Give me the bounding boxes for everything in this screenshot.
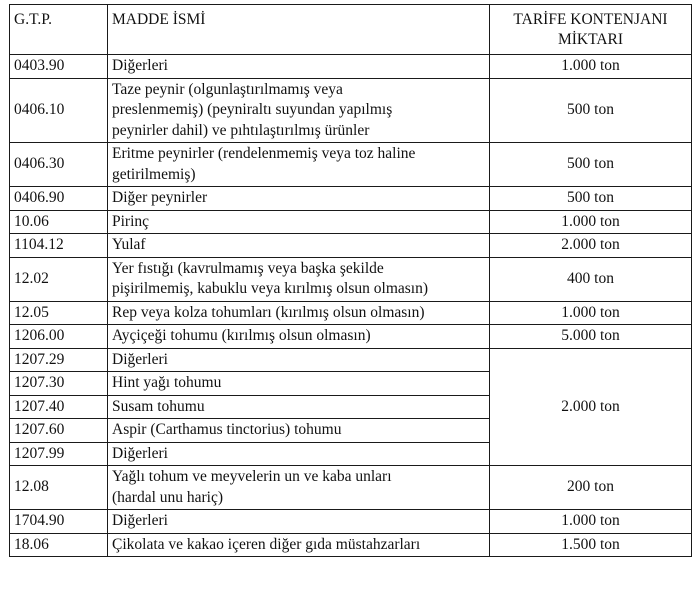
- cell-quantity: 500 ton: [490, 187, 692, 211]
- cell-code: 12.08: [10, 466, 108, 510]
- cell-name: [108, 78, 490, 143]
- cell-code: 0406.10: [10, 78, 108, 143]
- header-quantity: [490, 5, 692, 55]
- cell-quantity: 1.000 ton: [490, 55, 692, 79]
- cell-quantity: 200 ton: [490, 466, 692, 510]
- cell-code: 1207.60: [10, 419, 108, 443]
- cell-name: [108, 325, 490, 349]
- cell-quantity: 500 ton: [490, 143, 692, 187]
- cell-name-line: Yulaf: [112, 236, 146, 253]
- cell-name-line: pişirilmemiş, kabuklu veya kırılmış olsun olmasın): [112, 280, 429, 297]
- cell-name-line: Taze peynir (olgunlaştırılmamış veya: [112, 80, 343, 98]
- cell-name-line: Diğerleri: [112, 57, 168, 74]
- cell-code: 1207.30: [10, 372, 108, 396]
- header-quantity-line2: MİKTARI: [557, 30, 624, 48]
- cell-code: 1104.12: [10, 234, 108, 258]
- cell-quantity: 1.000 ton: [490, 510, 692, 534]
- cell-quantity: 400 ton: [490, 257, 692, 301]
- cell-name: [108, 234, 490, 258]
- cell-name: [108, 187, 490, 211]
- cell-code: 1207.99: [10, 442, 108, 466]
- cell-code: 1704.90: [10, 510, 108, 534]
- cell-name: Aspir (Carthamus tinctorius) tohumu: [108, 419, 490, 443]
- cell-name: Hint yağı tohumu: [108, 372, 490, 396]
- cell-name-line: Diğer peynirler: [112, 189, 208, 206]
- cell-code: 12.05: [10, 301, 108, 325]
- table-row: [10, 55, 692, 79]
- cell-name-line: preslenmemiş) (peyniraltı suyundan yapılmış: [112, 101, 393, 118]
- cell-quantity: 1.000 ton: [490, 301, 692, 325]
- table-row: [10, 257, 692, 301]
- header-quantity-line1: TARİFE KONTENJANI: [513, 10, 668, 28]
- cell-name-line: peynirler dahil) ve pıhtılaştırılmış ürünler: [112, 121, 370, 139]
- table-row: [10, 187, 692, 211]
- cell-code: 10.06: [10, 210, 108, 234]
- cell-quantity: 2.000 ton: [490, 234, 692, 258]
- table-row: [10, 533, 692, 557]
- table-row: [10, 348, 692, 372]
- cell-name: [108, 210, 490, 234]
- header-code: G.T.P.: [10, 5, 108, 55]
- table-row: [10, 78, 692, 143]
- table-body: [10, 55, 692, 557]
- table-row: [10, 210, 692, 234]
- cell-code: 1207.29: [10, 348, 108, 372]
- table-header-row: [10, 5, 692, 55]
- cell-name-line: Ayçiçeği tohumu (kırılmış olsun olmasın): [112, 327, 371, 344]
- cell-name-line: Rep veya kolza tohumları (kırılmış olsun olmasın): [112, 303, 425, 321]
- table-row: [10, 325, 692, 349]
- cell-code: 1206.00: [10, 325, 108, 349]
- tariff-quota-table: [9, 4, 692, 557]
- cell-name: Diğerleri: [108, 348, 490, 372]
- cell-quantity: 1.500 ton: [490, 533, 692, 557]
- cell-code: 0403.90: [10, 55, 108, 79]
- table-row: [10, 510, 692, 534]
- cell-name-line: Diğerleri: [112, 512, 168, 529]
- table-row: [10, 234, 692, 258]
- cell-quantity: 500 ton: [490, 78, 692, 143]
- cell-name-line: Yer fıstığı (kavrulmamış veya başka şekilde: [112, 259, 384, 277]
- group-quantity: 2.000 ton: [490, 348, 692, 466]
- cell-code: 0406.90: [10, 187, 108, 211]
- cell-quantity: 1.000 ton: [490, 210, 692, 234]
- cell-name: Susam tohumu: [108, 395, 490, 419]
- cell-name: [108, 301, 490, 325]
- table-row: [10, 143, 692, 187]
- cell-name: [108, 466, 490, 510]
- cell-quantity: 5.000 ton: [490, 325, 692, 349]
- cell-name: [108, 55, 490, 79]
- cell-name: [108, 533, 490, 557]
- cell-code: 0406.30: [10, 143, 108, 187]
- cell-name-line: (hardal unu hariç): [112, 488, 224, 506]
- cell-name: [108, 510, 490, 534]
- cell-name-line: Eritme peynirler (rendelenmemiş veya toz haline: [112, 145, 416, 162]
- cell-name: [108, 257, 490, 301]
- cell-name: [108, 143, 490, 187]
- table-row: [10, 301, 692, 325]
- table-row: [10, 466, 692, 510]
- header-name: MADDE İSMİ: [108, 5, 490, 55]
- cell-name-line: Pirinç: [112, 212, 150, 230]
- cell-code: 1207.40: [10, 395, 108, 419]
- cell-name-line: Çikolata ve kakao içeren diğer gıda müstahzarları: [112, 535, 421, 553]
- cell-name: Diğerleri: [108, 442, 490, 466]
- cell-code: 18.06: [10, 533, 108, 557]
- cell-name-line: getirilmemiş): [112, 165, 196, 183]
- cell-name-line: Yağlı tohum ve meyvelerin un ve kaba unları: [112, 468, 392, 485]
- cell-code: 12.02: [10, 257, 108, 301]
